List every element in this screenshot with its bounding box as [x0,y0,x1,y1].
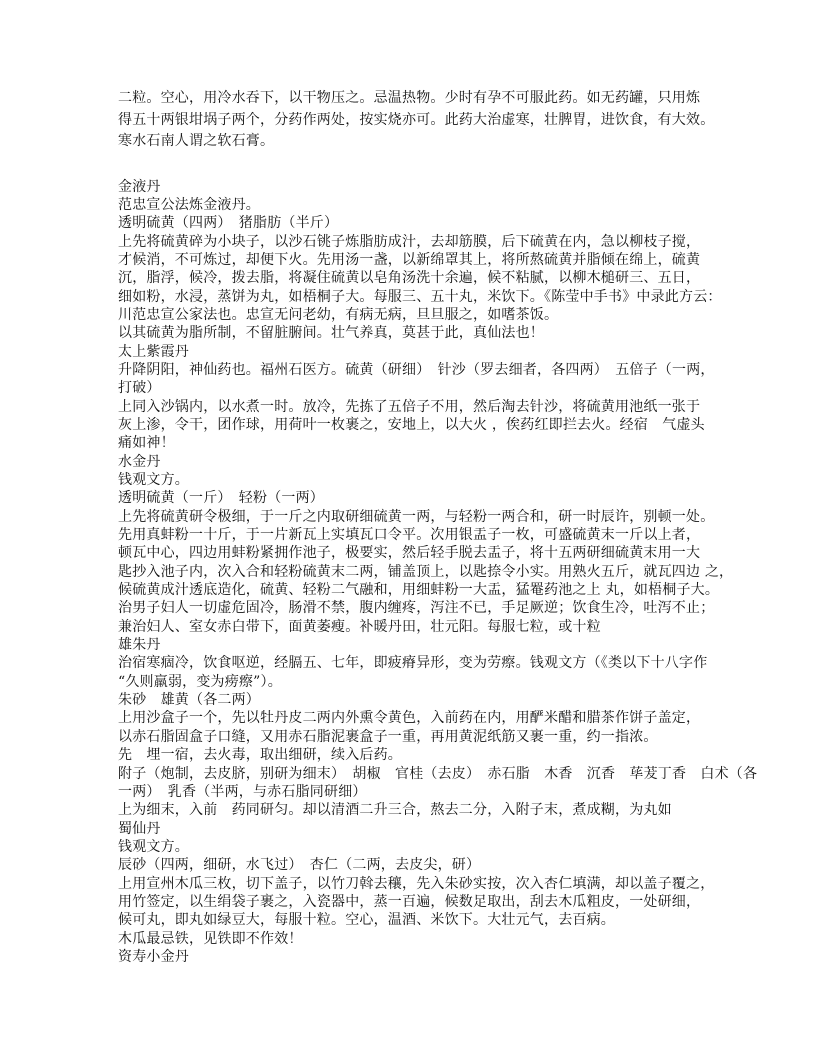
text-line: 得五十两银坩埚子两个，分药作两处，按实烧亦可。此药大治虚寒，壮脾胃，进饮食，有大效。 [118,111,715,128]
text-line: “久则羸弱，变为痨瘵”）。 [118,673,282,690]
text-line: 钱观文方。 [118,838,189,855]
text-line: 钱观文方。 [118,472,189,488]
text-line: 上用宣州木瓜三枚，切下盖子，以竹刀斡去穰，先入朱砂实按，次入杏仁填满，却以盖子覆之， [118,875,715,892]
text-line: 木瓜最忌铁，见铁即不作效！ [118,930,303,947]
text-line: 上先将硫黄研令极细，于一斤之内取研细硫黄一两，与轻粉一两合和，研一时辰许，别顿一处。 [118,508,715,525]
text-line: 附子（炮制，去皮脐，别研为细末） 胡椒 官桂（去皮） 赤石脂 木香 沉香 荜茇丁香 白术（各 [118,765,758,782]
intro-paragraph [118,88,715,153]
text-line: 细如粉，水浸，蒸饼为丸，如梧桐子大。每服三、五十丸，米饮下。《陈莹中手书》中录此方云： [118,288,722,305]
text-line: 上同入沙锅内，以水煮一时。放冷，先拣了五倍子不用，然后淘去针沙，将硫黄用池纸一张于 [118,398,701,415]
text-line: 兼治妇人、室女赤白带下，面黄萎瘦。补暖丹田，壮元阳。每服七粒，或十粒 [118,618,601,635]
text-line: 痛如神！ [118,435,175,452]
text-line: 资寿小金丹 [118,948,189,965]
text-line: 才候消，不可炼过，却便下火。先用汤一盏，以新绵罩其上，将所熬硫黄并脂倾在绵上，硫黄 [118,251,701,268]
text-line: 太上紫霞丹 [118,343,189,360]
text-line: 治宿寒痼冷，饮食呕逆，经膈五、七年，即疲瘠异形，变为劳瘵。钱观文方（《类以下十八字作 [118,655,708,672]
text-line: 蜀仙丹 [118,820,161,837]
text-line: 范忠宣公法炼金液丹。 [118,196,260,213]
text-line: 顿瓦中心，四边用蚌粉紧拥作池子，极要实，然后轻手脱去盂子，将十五两研细硫黄末用一大 [118,545,701,562]
text-line: 透明硫黄（四两） 猪脂肪（半斤） [118,215,339,232]
text-line: 以其硫黄为脂所制，不留脏腑间。壮气养真，莫甚于此，真仙法也！ [118,325,544,342]
text-line: 候可丸，即丸如绿豆大，每服十粒。空心，温酒、米饮下。大壮元气，去百病。 [118,912,615,929]
text-line: 水金丹 [118,453,161,470]
text-line: 匙抄入池子内，次入合和轻粉硫黄末二两，铺盖顶上，以匙捺令小实。用熟火五斤，就瓦四边 之， [118,563,734,580]
text-line: 以赤石脂固盒子口缝，又用赤石脂泥裹盒子一重，再用黄泥纸筋又裹一重，约一指浓。 [118,728,658,745]
text-line: 辰砂（四两，细研，水飞过） 杏仁（二两，去皮尖，研） [118,857,481,874]
text-line: 川范忠宣公家法也。忠宣无问老幼，有病无病，旦旦服之，如嗜茶饭。 [118,306,559,323]
text-line: 雄朱丹 [118,637,161,654]
text-line: 升降阴阳，神仙药也。福州石医方。硫黄（研细） 针沙（罗去细者，各四两） 五倍子（一两， [118,361,715,378]
text-line: 治男子妇人一切虚危固冷，肠滑不禁，腹内缠疼，泻注不已，手足厥逆；饮食生冷，吐泻不止； [118,600,715,617]
text-line: 沉，脂浮，候冷，拨去脂，将凝住硫黄以皂角汤洗十余遍，候不粘腻，以柳木槌研三、五日， [118,270,701,287]
text-line: 金液丹 [118,178,161,195]
text-line: 打破） [118,380,161,397]
text-line: 候硫黄成汁透底造化，硫黄、轻粉二气融和，用细蚌粉一大盂，猛罨药池之上 丸，如梧桐子大。 [118,582,720,599]
text-line: 透明硫黄（一斤） 轻粉（一两） [118,490,324,507]
text-line: 用竹签定，以生绢袋子裹之，入瓷器中，蒸一百遍，候数足取出，刮去木瓜粗皮，一处研细， [118,893,701,910]
text-line: 二粒。空心，用冷水吞下，以干物压之。忌温热物。少时有孕不可服此药。如无药罐，只用炼 [118,90,701,106]
paragraph-gap [118,153,708,178]
text-line: 上先将硫黄碎为小块子，以沙石铫子炼脂肪成汁，去却筋膜，后下硫黄在内，急以柳枝子搅， [118,233,701,250]
text-line: 上为细末，入前 药同研匀。却以清酒二升三合，熬去二分，入附子末，煮成糊，为丸如 [118,802,672,819]
text-line: 上用沙盒子一个，先以牡丹皮二两内外熏令黄色，入前药在内，用酽米醋和腊茶作饼子盖定， [118,710,701,727]
text-line: 朱砂 雄黄（各二两） [118,692,260,709]
text-line: 先 埋一宿，去火毒，取出细研，续入后药。 [118,747,402,764]
document-page [118,88,758,966]
text-line: 先用真蚌粉一十斤，于一片新瓦上实填瓦口令平。次用银盂子一枚，可盛硫黄末一斤以上者， [118,527,701,544]
text-line: 寒水石南人谓之软石膏。 [118,133,275,149]
text-line: 灰上渗，令干，团作球，用荷叶一枚裹之，安地上，以大火 ，俟药红即拦去火。经宿 气虚头 [118,416,705,433]
recipe-body [118,178,758,967]
text-line: 一两） 乳香（半两，与赤石脂同研细） [118,783,367,800]
